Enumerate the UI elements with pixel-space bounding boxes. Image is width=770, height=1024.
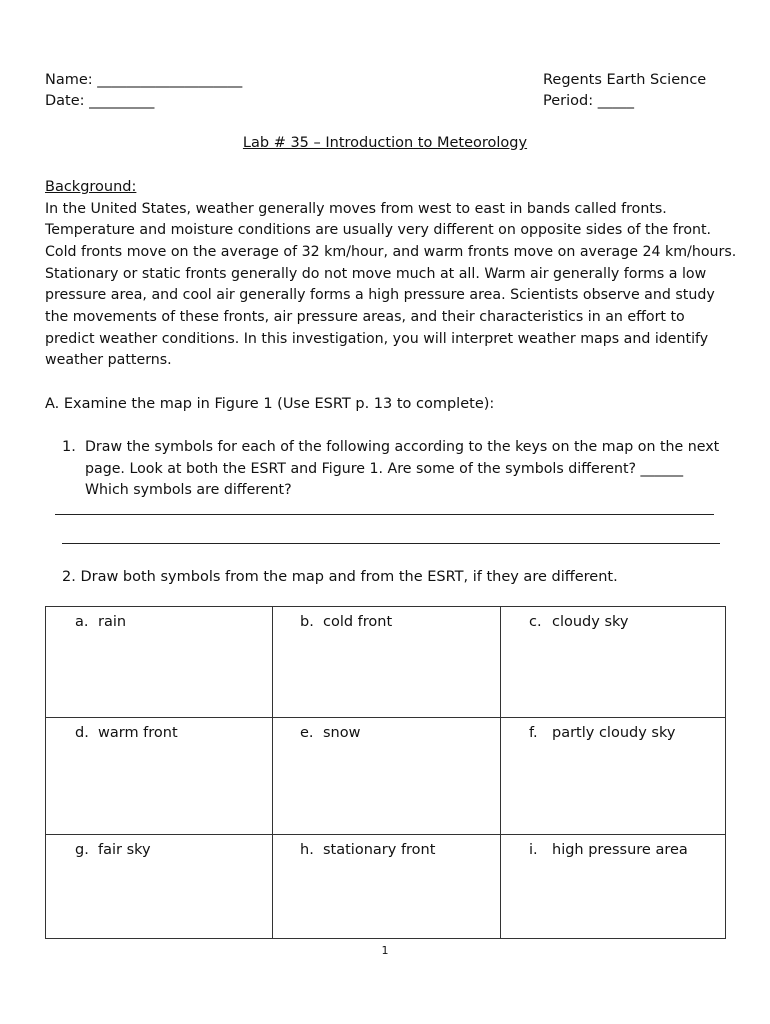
cell-letter: a. [75,614,89,630]
table-row [46,835,726,939]
symbol-cell-high-pressure-area[interactable] [501,835,726,939]
background-line: predict weather conditions. In this investigation, you will interpret weather maps and identify [45,330,709,347]
background-heading: Background: [45,179,137,195]
cell-letter: h. [300,842,314,858]
period-field: Period: _____ [543,93,634,109]
lab-title: Lab # 35 – Introduction to Meteorology [242,135,528,151]
symbol-cell-stationary-front[interactable] [273,835,501,939]
symbol-cell-fair-sky[interactable] [46,835,273,939]
date-field [45,91,242,112]
cell-letter: e. [300,725,314,741]
symbol-cell-cold-front[interactable] [273,607,501,718]
name-field: Name: ____________________ [45,72,243,88]
background-line: Temperature and moisture conditions are usually very different on opposite sides of the front. [45,222,712,239]
background-line: weather patterns. [45,352,172,369]
symbol-cell-rain[interactable] [46,607,273,718]
background-line: Cold fronts move on the average of 32 km/hour, and warm fronts move on average 24 km/hours. [45,243,737,260]
section-a-instruction: A. Examine the map in Figure 1 (Use ESRT p. 13 to complete): [45,396,495,412]
background-line: Stationary or static fronts generally do not move much at all. Warm air generally forms a low [45,265,707,282]
question-1-line: page. Look at both the ESRT and Figure 1. Are some of the symbols different? ______ [85,460,684,477]
symbol-cell-partly-cloudy-sky[interactable] [501,718,726,835]
question-1-line: Which symbols are different? [85,482,292,499]
cell-letter: f. [529,725,538,741]
background-line: the movements of these fronts, air pressure areas, and their characteristics in an effort to [45,309,685,326]
answer-line-1[interactable] [55,514,714,515]
cell-letter: b. [300,614,314,630]
question-1-number: 1. [62,439,76,455]
table-row [46,718,726,835]
header-left [45,70,242,112]
course-name: Regents Earth Science [543,72,707,88]
cell-letter: d. [75,725,89,741]
symbol-cell-snow[interactable] [273,718,501,835]
cell-label: stationary front [323,842,436,858]
background-line: pressure area, and cool air generally forms a high pressure area. Scientists observe and study [45,287,715,304]
symbol-cell-cloudy-sky[interactable] [501,607,726,718]
cell-label: high pressure area [552,842,688,858]
page-number: 1 [381,944,389,957]
table-row [46,607,726,718]
cell-label: cloudy sky [552,614,629,630]
background-line: In the United States, weather generally moves from west to east in bands called fronts. [45,200,667,217]
cell-label: cold front [323,614,393,630]
cell-label: fair sky [98,842,151,858]
cell-letter: i. [529,842,538,858]
cell-label: warm front [98,725,178,741]
cell-label: snow [323,725,361,741]
cell-label: rain [98,614,127,630]
cell-label: partly cloudy sky [552,725,676,741]
answer-line-2[interactable] [62,543,720,544]
symbol-cell-warm-front[interactable] [46,718,273,835]
cell-letter: c. [529,614,542,630]
cell-letter: g. [75,842,89,858]
question-1-line: Draw the symbols for each of the following according to the keys on the map on the next [85,439,720,455]
question-2: 2. Draw both symbols from the map and from the ESRT, if they are different. [62,569,618,585]
header-right [543,70,706,112]
date-label: Date: _________ [45,93,155,109]
background-section [45,177,735,372]
symbol-table [45,606,726,939]
